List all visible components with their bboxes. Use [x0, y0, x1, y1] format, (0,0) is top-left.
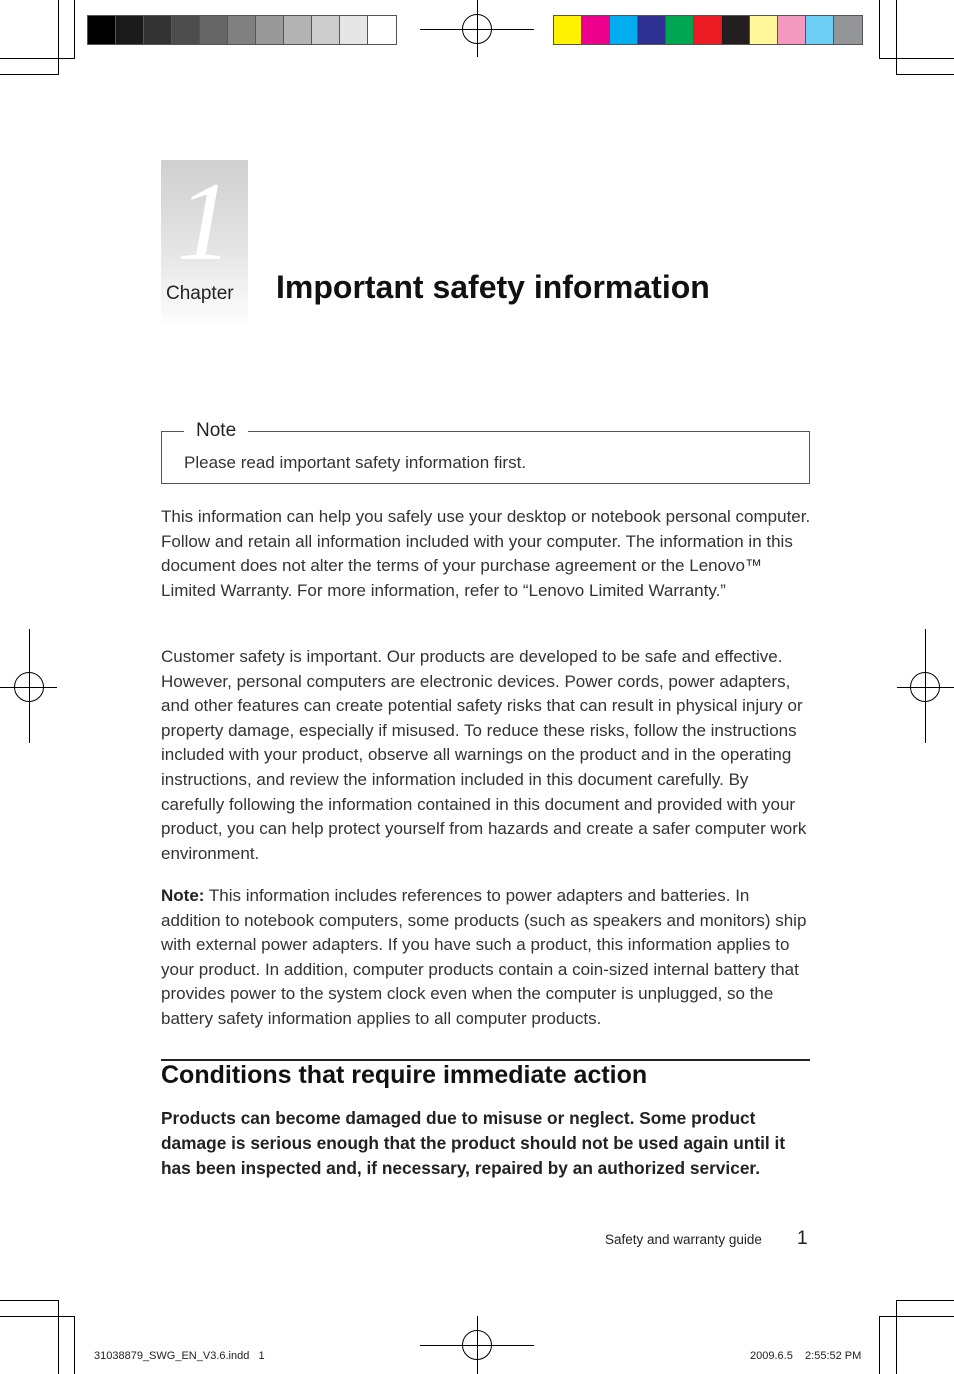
color-swatch — [284, 16, 312, 44]
note-paragraph — [161, 884, 813, 1032]
note-paragraph-lead: Note: — [161, 886, 205, 905]
color-swatch — [368, 16, 396, 44]
color-swatch — [228, 16, 256, 44]
crop-mark — [896, 0, 897, 75]
color-swatch — [806, 16, 834, 44]
note-paragraph-text: This information includes references to power adapters and batteries. In addition to notebook computers, some products (such as speakers and monitors) ship with external power adapters. If you have such a product, this information applies to your product. In addition, computer products contain a coin-sized internal battery that provides power to the system clock even when the computer is unplugged, so the battery safety information applies to all computer products. — [161, 886, 807, 1028]
crop-mark — [896, 1300, 897, 1374]
crop-mark — [879, 58, 954, 59]
intro-paragraph: This information can help you safely use your desktop or notebook personal computer. Follow and retain all information included with your computer. The information in this document does not alter the terms of your purchase agreement or the Lenovo™ Limited Warranty. For more information, refer to “Lenovo Limited Warranty.” — [161, 507, 811, 600]
crop-mark — [896, 74, 954, 75]
crop-mark — [74, 1316, 75, 1374]
slug-timestamp: 2009.6.5 2:55:52 PM — [750, 1350, 862, 1362]
section-intro: Products can become damaged due to misuse or neglect. Some product damage is serious enough that the product should not be used again until it has been inspected and, if necessary, repaired by an authorized servicer. — [161, 1108, 786, 1178]
color-swatch — [610, 16, 638, 44]
page-number: 1 — [797, 1228, 808, 1249]
color-swatch — [312, 16, 340, 44]
page-title: Important safety information — [276, 269, 710, 305]
color-swatch — [172, 16, 200, 44]
color-swatch-bar — [553, 15, 863, 45]
note-box-text: Please read important safety information first. — [184, 453, 527, 472]
color-swatch — [666, 16, 694, 44]
gray-swatch-bar — [87, 15, 397, 45]
crop-mark — [879, 0, 880, 58]
color-swatch — [554, 16, 582, 44]
color-swatch — [200, 16, 228, 44]
crop-mark — [896, 1300, 954, 1301]
color-swatch — [582, 16, 610, 44]
color-swatch — [834, 16, 862, 44]
safety-paragraph: Customer safety is important. Our products are developed to be safe and effective. However, personal computers are electronic devices. Power cords, power adapters, and other features can create potential safety risks that can result in physical injury or property damage, especially if misused. To reduce these risks, follow the instructions included with your product, observe all warnings on the product and in the operating instructions, and review the information included in this document carefully. By carefully following the information contained in this document and provided with your product, you can help protect yourself from hazards and create a safer computer work environment. — [161, 647, 807, 863]
crop-mark — [0, 1300, 58, 1301]
chapter-number: 1 — [176, 160, 233, 284]
color-swatch — [778, 16, 806, 44]
crop-mark — [58, 0, 59, 75]
footer-guide-label: Safety and warranty guide — [605, 1232, 762, 1247]
slug-file-name: 31038879_SWG_EN_V3.6.indd 1 — [94, 1350, 265, 1362]
crop-mark — [74, 0, 75, 58]
crop-mark — [58, 1300, 59, 1374]
crop-mark — [0, 58, 75, 59]
color-swatch — [750, 16, 778, 44]
color-swatch — [340, 16, 368, 44]
color-swatch — [638, 16, 666, 44]
color-swatch — [256, 16, 284, 44]
note-box — [161, 420, 810, 484]
crop-mark — [0, 74, 58, 75]
crop-mark — [0, 1316, 75, 1317]
color-swatch — [116, 16, 144, 44]
color-swatch — [694, 16, 722, 44]
note-box-legend: Note — [184, 420, 248, 442]
crop-mark — [879, 1316, 954, 1317]
color-swatch — [88, 16, 116, 44]
section-heading: Conditions that require immediate action — [161, 1061, 648, 1089]
color-swatch — [722, 16, 750, 44]
color-swatch — [144, 16, 172, 44]
crop-mark — [879, 1316, 880, 1374]
chapter-label: Chapter — [166, 283, 234, 304]
